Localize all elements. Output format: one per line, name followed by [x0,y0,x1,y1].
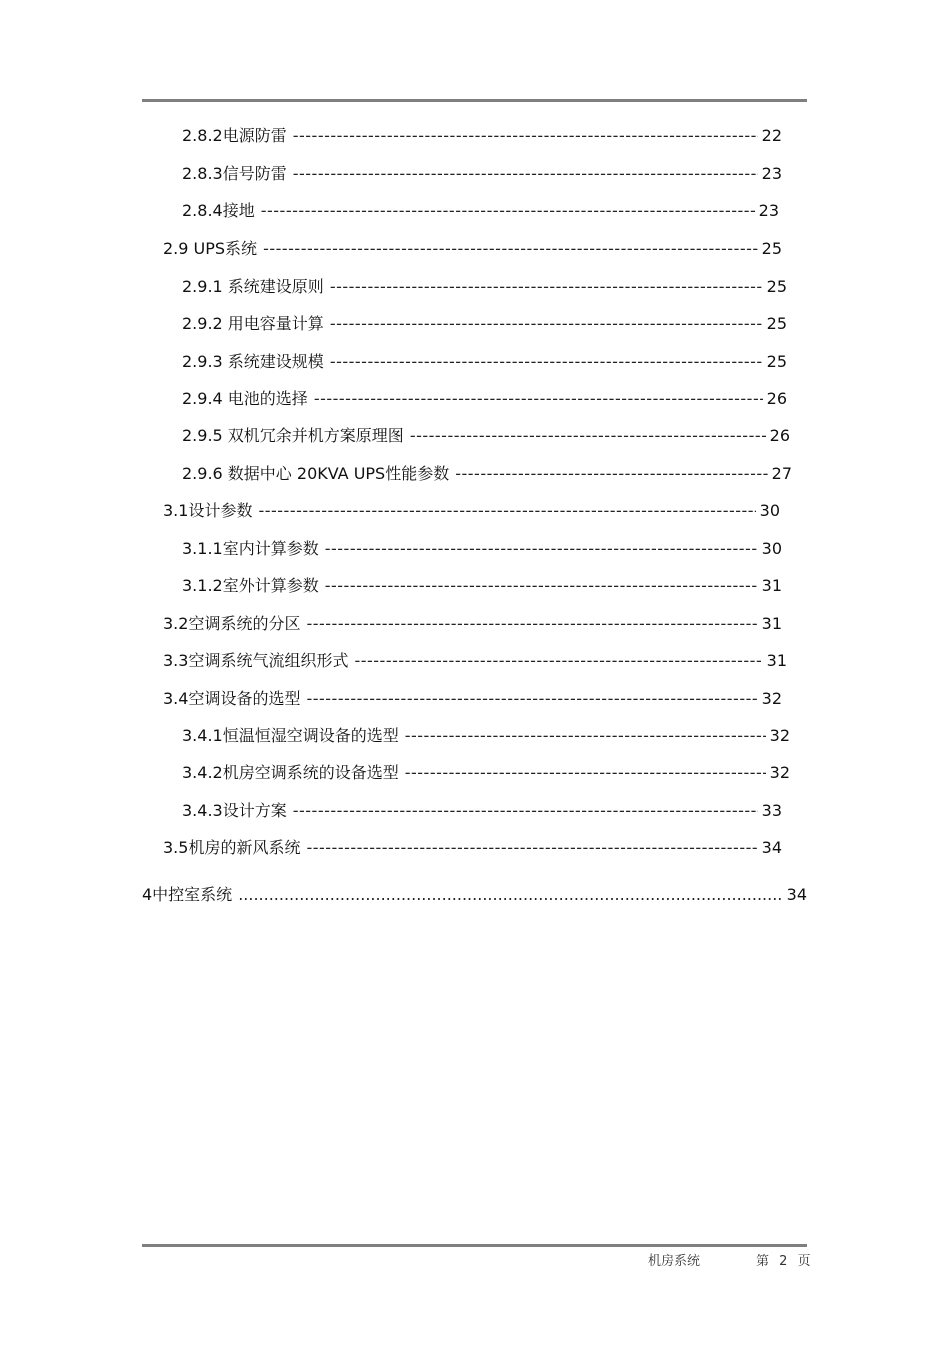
toc-leader [306,614,757,634]
toc-leader [306,838,757,858]
toc-entry-3-1[interactable] [163,501,780,521]
toc-label: 2.9.4 电池的选择 [182,389,308,408]
header-rule [142,99,807,102]
toc-label: 2.8.4接地 [182,201,255,220]
toc-leader [325,539,758,559]
toc-page-number: 31 [761,614,782,633]
footer-page-prefix: 第 [756,1254,770,1269]
toc-leader [405,726,766,746]
toc-entry-2-9-3[interactable] [182,352,787,372]
toc-leader [314,389,763,409]
toc-entry-3-2[interactable] [163,614,782,634]
toc-label: 2.9.2 用电容量计算 [182,314,324,333]
toc-entry-2-9-1[interactable] [182,277,787,297]
toc-entry-2-9-2[interactable] [182,314,787,334]
toc-leader [330,314,763,334]
toc-leader [410,426,766,446]
toc-entry-3-1-1[interactable] [182,539,782,559]
toc-label: 2.8.2电源防雷 [182,126,287,145]
toc-page-number: 27 [771,464,792,483]
toc-label: 3.4.1恒温恒湿空调设备的选型 [182,726,399,745]
toc-entry-2-9-5[interactable] [182,426,790,446]
toc-leader [261,201,755,221]
toc-label: 3.1.2室外计算参数 [182,576,319,595]
toc-entry-2-8-2[interactable] [182,126,782,146]
toc-page-number: 25 [761,239,782,258]
toc-label: 2.9.5 双机冗余并机方案原理图 [182,426,404,445]
toc-entry-3-4[interactable] [163,689,782,709]
toc-entry-2-8-4[interactable] [182,201,779,221]
toc-label: 3.3空调系统气流组织形式 [163,651,349,670]
toc-page-number: 31 [766,651,787,670]
footer-doc-title: 机房系统 [648,1254,701,1269]
toc-page-number: 23 [761,164,782,183]
toc-label: 3.1.1室内计算参数 [182,539,319,558]
toc-leader [354,651,762,671]
toc-label: 4中控室系统 [142,885,233,904]
toc-entry-2-8-3[interactable] [182,164,782,184]
toc-entry-3-5[interactable] [163,838,782,858]
toc-leader [306,689,757,709]
toc-page-number: 34 [761,838,782,857]
toc-label: 3.4空调设备的选型 [163,689,301,708]
toc-leader [325,576,758,596]
toc-leader [258,501,755,521]
toc-leader [293,126,758,146]
footer-page-suffix: 页 [797,1254,811,1269]
toc-page-number: 25 [766,277,787,296]
footer-page-indicator [756,1250,811,1269]
toc-label: 3.2空调系统的分区 [163,614,301,633]
toc-leader [330,352,763,372]
toc-label: 2.8.3信号防雷 [182,164,287,183]
toc-page-number: 26 [766,389,787,408]
toc-label: 2.9 UPS系统 [163,239,258,258]
toc-page-number: 25 [766,352,787,371]
toc-entry-2-9[interactable] [163,239,782,259]
toc-page-number: 30 [759,501,780,520]
toc-label: 3.4.3设计方案 [182,801,287,820]
toc-page-number: 32 [769,763,790,782]
toc-label: 2.9.1 系统建设原则 [182,277,324,296]
footer-page-number: 2 [779,1254,788,1269]
toc-page-number: 22 [761,126,782,145]
footer-rule [142,1244,807,1247]
toc-leader [405,763,766,783]
toc-leader [293,164,758,184]
toc-label: 2.9.6 数据中心 20KVA UPS性能参数 [182,464,450,483]
toc-leader [455,464,767,484]
toc-page-number: 34 [786,885,807,904]
toc-page-number: 31 [761,576,782,595]
toc-entry-4[interactable] [142,885,807,905]
toc-entry-3-4-2[interactable] [182,763,790,783]
toc-entry-3-3[interactable] [163,651,787,671]
toc-page-number: 26 [769,426,790,445]
toc-leader [238,885,782,905]
toc-label: 3.4.2机房空调系统的设备选型 [182,763,399,782]
toc-label: 3.1设计参数 [163,501,253,520]
toc-page-number: 25 [766,314,787,333]
toc-leader [330,277,763,297]
toc-leader [293,801,758,821]
toc-entry-2-9-4[interactable] [182,389,787,409]
toc-leader [263,239,758,259]
toc-label: 2.9.3 系统建设规模 [182,352,324,371]
toc-page-number: 23 [758,201,779,220]
toc-label: 3.5机房的新风系统 [163,838,301,857]
toc-page-number: 30 [761,539,782,558]
toc-entry-3-4-3[interactable] [182,801,782,821]
toc-page-number: 33 [761,801,782,820]
toc-page-number: 32 [769,726,790,745]
toc-entry-3-4-1[interactable] [182,726,790,746]
toc-page-number: 32 [761,689,782,708]
toc-entry-3-1-2[interactable] [182,576,782,596]
toc-entry-2-9-6[interactable] [182,464,792,484]
